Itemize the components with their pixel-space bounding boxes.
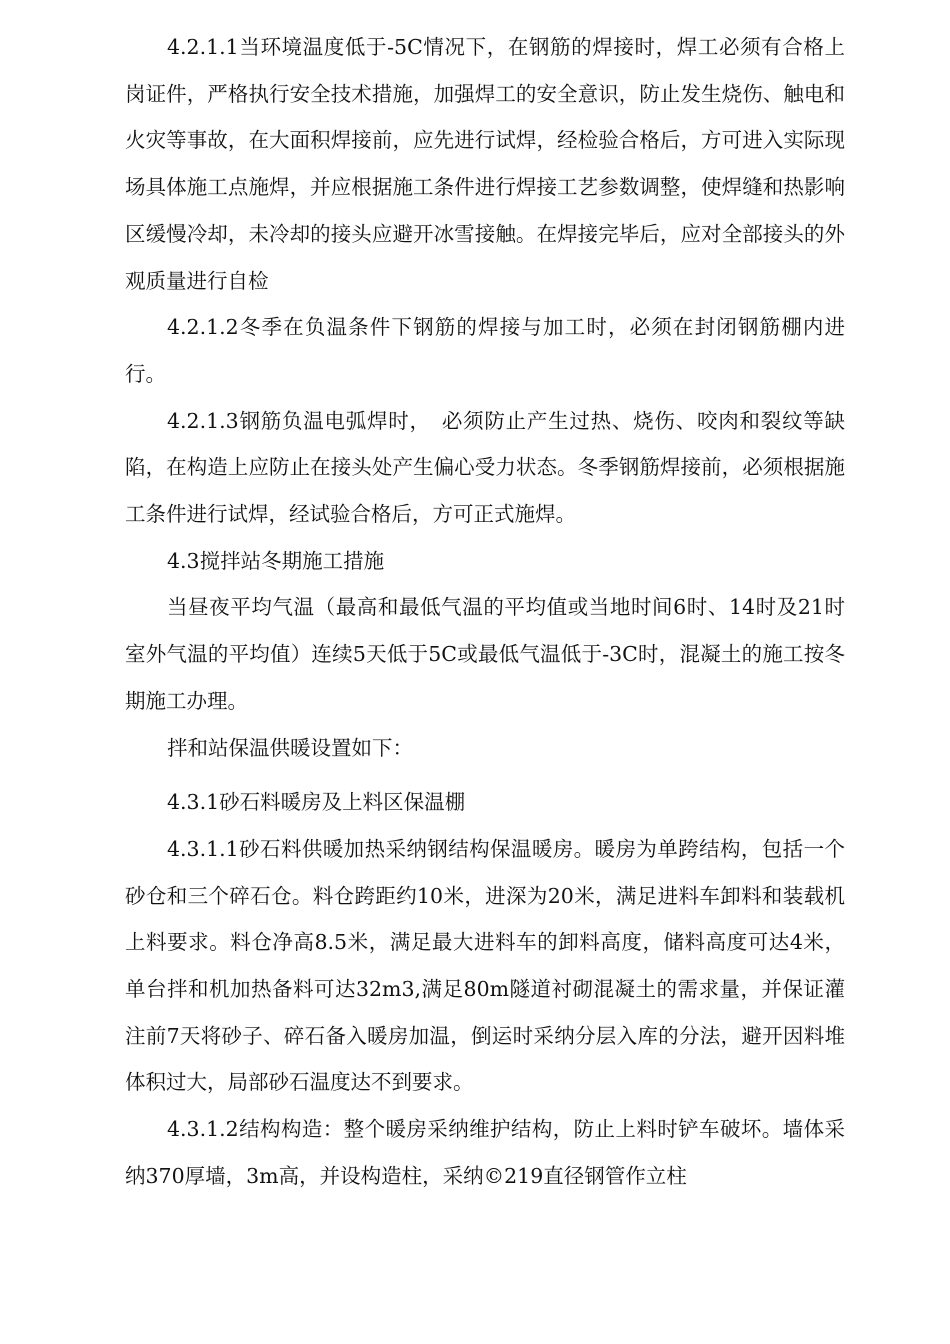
paragraph-4-3-1-2: 4.3.1.2结构构造：整个暖房采纳维护结构，防止上料时铲车破坏。墙体采纳370厚墙，3m高，并设构造柱，采纳©219直径钢管作立柱 <box>125 1117 845 1188</box>
paragraph-4-3-1-1: 4.3.1.1砂石料供暖加热采纳钢结构保温暖房。暖房为单跨结构，包括一个砂仓和三个碎石仓。料仓跨距约10米，进深为20米，满足进料车卸料和装载机上料要求。料仓净高8.5米，满足最大进料车的卸料高度，储料高度可达4米，单台拌和机加热备料可达32m3,满足80m隧道衬砌混凝土的需求量，并保证灌注前7天将砂子、碎石备入暖房加温，倒运时采纳分层入库的分法，避开因料堆体积过大，局部砂石温度达不到要求。 <box>125 836 845 1095</box>
paragraph-4-2-1-2: 4.2.1.2冬季在负温条件下钢筋的焊接与加工时，必须在封闭钢筋棚内进行。 <box>125 315 845 386</box>
paragraph-4-2-1-1: 4.2.1.1当环境温度低于-5C情况下，在钢筋的焊接时，焊工必须有合格上岗证件，严格执行安全技术措施，加强焊工的安全意识，防止发生烧伤、触电和火灾等事故，在大面积焊接前，应先进行试焊，经检验合格后，方可进入实际现场具体施工点施焊，并应根据施工条件进行焊接工艺参数调整，使焊缝和热影响区缓慢冷却，未冷却的接头应避开冰雪接触。在焊接完毕后，应对全部接头的外观质量进行自检 <box>125 35 845 293</box>
document-body <box>125 24 845 1200</box>
paragraph-4-2-1-3: 4.2.1.3钢筋负温电弧焊时， 必须防止产生过热、烧伤、咬肉和裂纹等缺陷，在构造上应防止在接头处产生偏心受力状态。冬季钢筋焊接前，必须根据施工条件进行试焊，经试验合格后，方可正式施焊。 <box>125 408 845 527</box>
section-heading-4-3: 4.3搅拌站冬期施工措施 <box>167 548 385 573</box>
section-heading-4-3-1: 4.3.1砂石料暖房及上料区保温棚 <box>167 790 466 815</box>
paragraph-heating-intro: 拌和站保温供暖设置如下： <box>167 735 413 760</box>
paragraph-average-temperature: 当昼夜平均气温（最高和最低气温的平均值或当地时间6时、14时及21时室外气温的平均值）连续5天低于5C或最低气温低于-3C时，混凝土的施工按冬期施工办理。 <box>125 595 845 713</box>
